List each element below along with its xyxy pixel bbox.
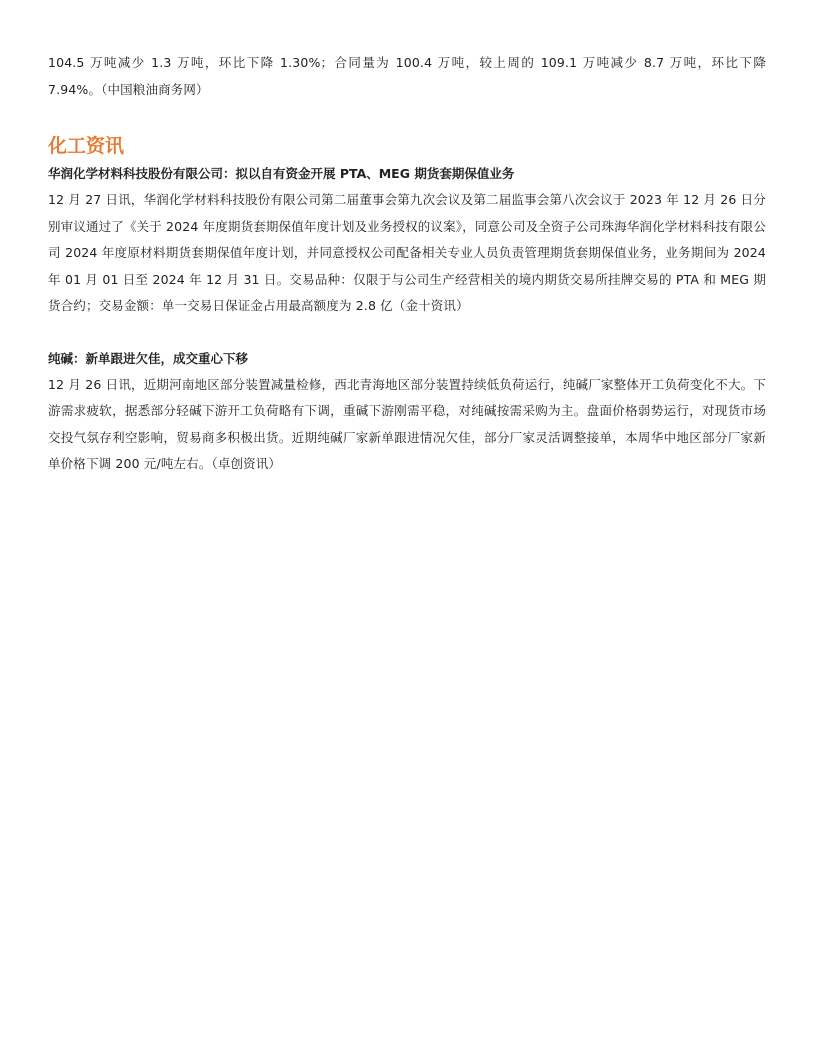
section-title: 化工资讯 (48, 135, 125, 157)
news-article (48, 161, 766, 320)
article-body: 12 月 27 日讯，华润化学材料科技股份有限公司第二届董事会第九次会议及第二届监事会第八次会议于 2023 年 12 月 26 日分别审议通过了《关于 2024 年度期货套期保值年度计划及业务授权的议案》，同意公司及全资子公司珠海华润化学材料科技有限公司 2024 年度原材料期货套期保值年度计划，并同意授权公司配备相关专业人员负责管理期货套期保值业务，业务期间为 2024 年 01 月 01 日至 2024 年 12 月 31 日。交易品种：仅限于与公司生产经营相关的境内期货交易所挂牌交易的 PTA 和 MEG 期货合约；交易金额：单一交易日保证金占用最高额度为 2.8 亿（金十资讯） (48, 192, 766, 313)
intro-paragraph: 104.5 万吨减少 1.3 万吨，环比下降 1.30%；合同量为 100.4 万吨，较上周的 109.1 万吨减少 8.7 万吨，环比下降 7.94%。（中国粮油商务网） (48, 55, 766, 97)
article-headline: 纯碱：新单跟进欠佳，成交重心下移 (48, 350, 249, 366)
article-headline: 华润化学材料科技股份有限公司：拟以自有资金开展 PTA、MEG 期货套期保值业务 (48, 166, 515, 181)
article-body: 12 月 26 日讯，近期河南地区部分装置减量检修，西北青海地区部分装置持续低负荷运行，纯碱厂家整体开工负荷变化不大。下游需求疲软，据悉部分轻碱下游开工负荷略有下调，重碱下游刚需平稳，对纯碱按需采购为主。盘面价格弱势运行，对现货市场交投气氛存利空影响，贸易商多积极出货。近期纯碱厂家新单跟进情况欠佳，部分厂家灵活调整接单，本周华中地区部分厂家新单价格下调 200 元/吨左右。（卓创资讯） (48, 376, 766, 471)
page-content (48, 50, 766, 478)
news-article (48, 346, 766, 478)
